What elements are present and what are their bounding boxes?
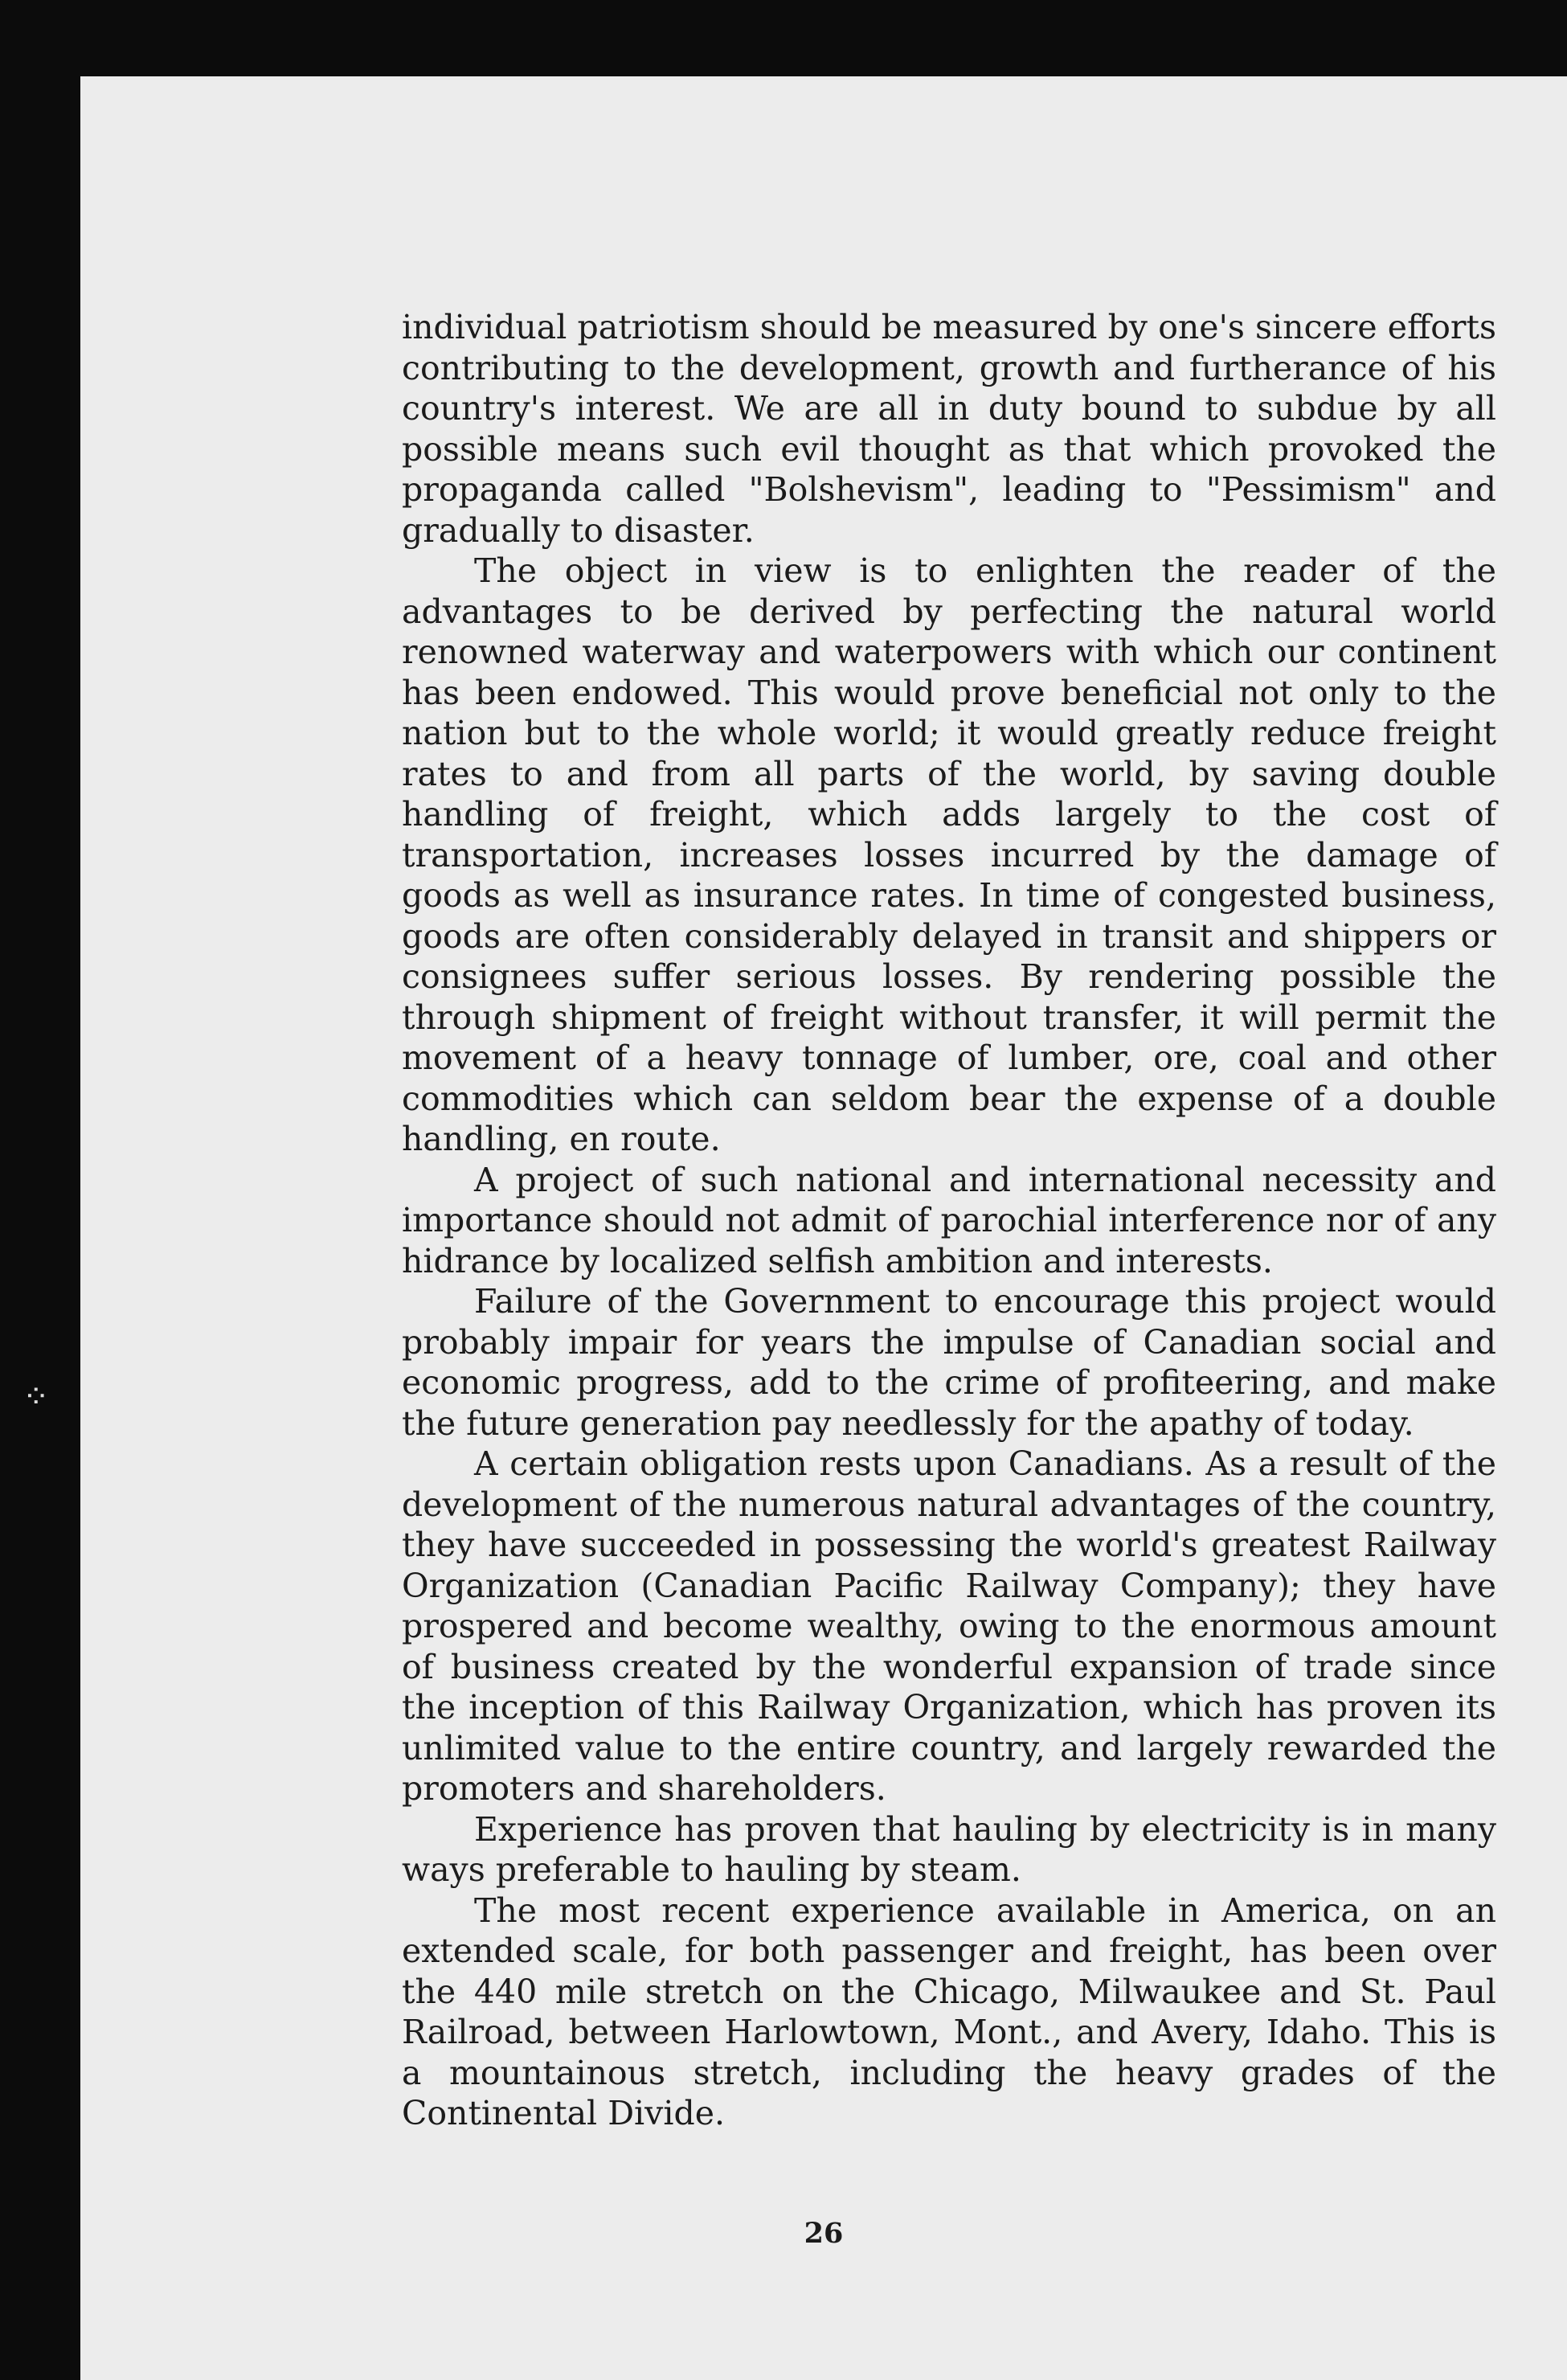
- paragraph-6: Experience has proven that hauling by electricity is in many ways preferable to hauling by steam.: [402, 1809, 1496, 1889]
- page-number: 26: [804, 2217, 844, 2250]
- document-page: [80, 76, 1567, 2380]
- paragraph-5: A certain obligation rests upon Canadians. As a result of the development of the numerous natural advantages of the country, they have succeeded in possessing the world's greatest Railway Organization (Canadian Pacific Railway Company); they have prospered and become wealthy, owing to the enormous amount of business created by the wonderful expansion of trade since the inception of this Railway Organization, which has proven its unlimited value to the entire country, and largely rewarded the promoters and shareholders.: [402, 1444, 1496, 1808]
- paragraph-1: individual patriotism should be measured by one's sincere efforts contributing to the development, growth and furtherance of his country's interest. We are all in duty bound to subdue by all possible means such evil thought as that which provoked the propaganda called "Bolshevism", leading to "Pessimism" and gradually to disaster.: [402, 308, 1496, 550]
- scan-speck: ⁘: [23, 1378, 50, 1415]
- paragraph-3: A project of such national and international necessity and importance should not admit of parochial interference nor of any hidrance by localized selfish ambition and interests.: [402, 1160, 1496, 1280]
- paragraph-7: The most recent experience available in America, on an extended scale, for both passenger and freight, has been over the 440 mile stretch on the Chicago, Milwaukee and St. Paul Railroad, between Harlowtown, Mont., and Avery, Idaho. This is a mountainous stretch, including the heavy grades of the Continental Divide.: [402, 1890, 1496, 2132]
- body-text: [402, 307, 1496, 2134]
- paragraph-2: The object in view is to enlighten the reader of the advantages to be derived by perfecting the natural world renowned waterway and waterpowers with which our continent has been endowed. This would prove beneficial not only to the nation but to the whole world; it would greatly reduce freight rates to and from all parts of the world, by saving double handling of freight, which adds largely to the cost of transportation, increases losses incurred by the damage of goods as well as insurance rates. In time of congested business, goods are often considerably delayed in transit and shippers or consignees suffer serious losses. By rendering possible the through shipment of freight without transfer, it will permit the movement of a heavy tonnage of lumber, ore, coal and other commodities which can seldom bear the expense of a double handling, en route.: [402, 551, 1496, 1158]
- paragraph-4: Failure of the Government to encourage this project would probably impair for years the impulse of Canadian social and economic progress, add to the crime of profiteering, and make the future generation pay needlessly for the apathy of today.: [402, 1282, 1496, 1443]
